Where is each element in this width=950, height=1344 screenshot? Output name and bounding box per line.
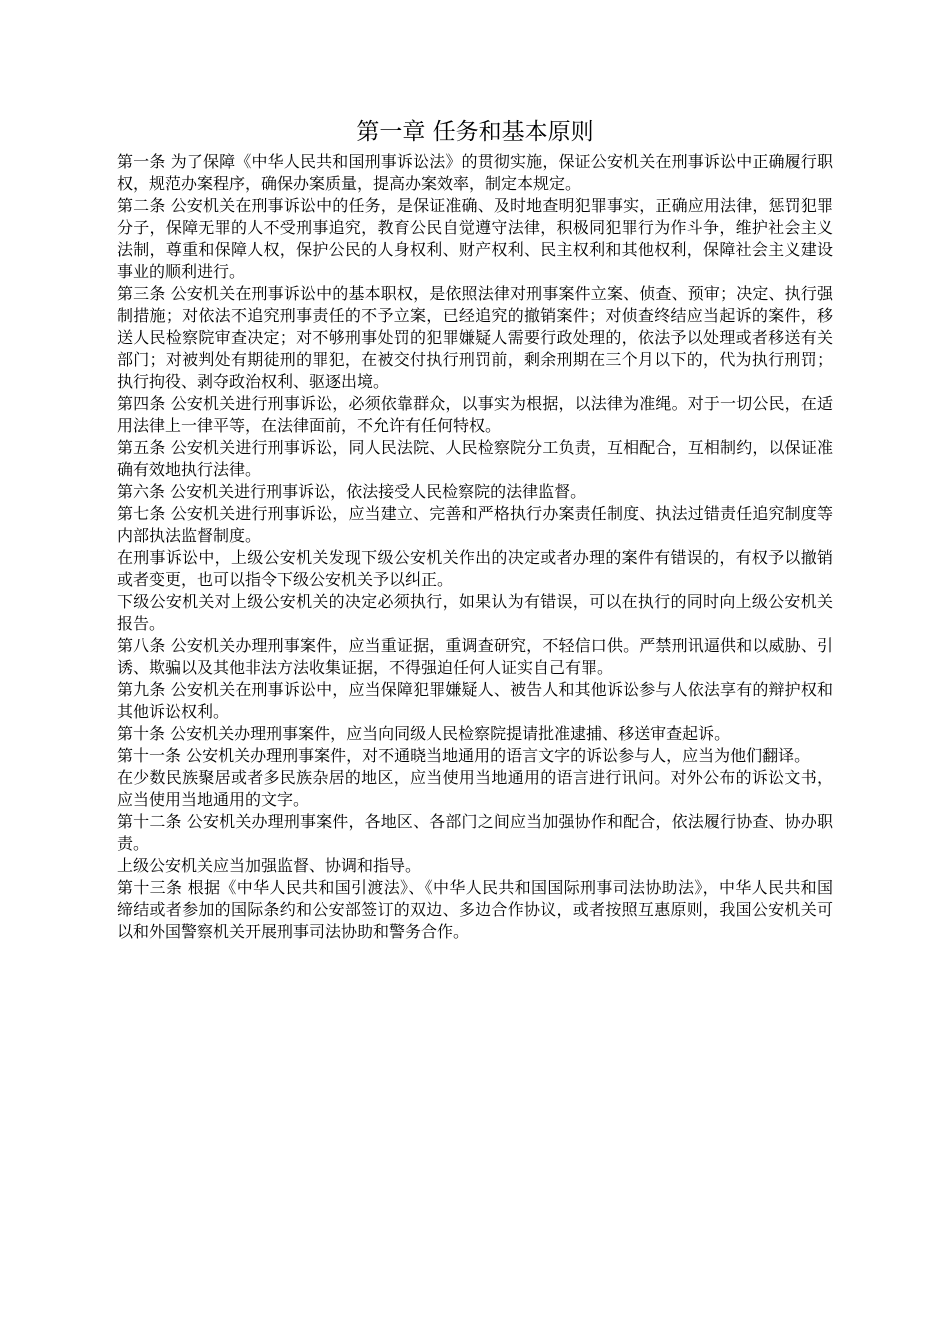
- article-7: 第七条 公安机关进行刑事诉讼，应当建立、完善和严格执行办案责任制度、执法过错责任追究制度等内部执法监督制度。: [117, 504, 833, 545]
- article-13: 第十三条 根据《中华人民共和国引渡法》、《中华人民共和国国际刑事司法协助法》，中华人民共和国缔结或者参加的国际条约和公安部签订的双边、多边合作协议，或者按照互惠原则，我国公安机关可以和外国警察机关开展刑事司法协助和警务合作。: [117, 878, 833, 941]
- article-4: 第四条 公安机关进行刑事诉讼，必须依靠群众，以事实为根据，以法律为准绳。对于一切公民，在适用法律上一律平等，在法律面前，不允许有任何特权。: [117, 394, 833, 435]
- article-7-paragraph-2: 在刑事诉讼中，上级公安机关发现下级公安机关作出的决定或者办理的案件有错误的，有权予以撤销或者变更，也可以指令下级公安机关予以纠正。: [117, 548, 833, 589]
- article-7-paragraph-3: 下级公安机关对上级公安机关的决定必须执行，如果认为有错误，可以在执行的同时向上级公安机关报告。: [117, 592, 833, 633]
- document-body: [117, 116, 833, 943]
- chapter-title: 第一章 任务和基本原则: [356, 119, 594, 145]
- article-11: 第十一条 公安机关办理刑事案件，对不通晓当地通用的语言文字的诉讼参与人，应当为他们翻译。: [117, 746, 811, 765]
- article-10: 第十条 公安机关办理刑事案件，应当向同级人民检察院提请批准逮捕、移送审查起诉。: [117, 724, 731, 743]
- article-12-paragraph-2: 上级公安机关应当加强监督、协调和指导。: [117, 856, 422, 875]
- article-12: 第十二条 公安机关办理刑事案件，各地区、各部门之间应当加强协作和配合，依法履行协查、协办职责。: [117, 812, 833, 853]
- article-11-paragraph-2: 在少数民族聚居或者多民族杂居的地区，应当使用当地通用的语言进行讯问。对外公布的诉讼文书，应当使用当地通用的文字。: [117, 768, 833, 809]
- article-2: 第二条 公安机关在刑事诉讼中的任务，是保证准确、及时地查明犯罪事实，正确应用法律，惩罚犯罪分子，保障无罪的人不受刑事追究，教育公民自觉遵守法律，积极同犯罪行为作斗争，维护社会主义法制，尊重和保障人权，保护公民的人身权利、财产权利、民主权利和其他权利，保障社会主义建设事业的顺利进行。: [117, 196, 833, 281]
- article-9: 第九条 公安机关在刑事诉讼中，应当保障犯罪嫌疑人、被告人和其他诉讼参与人依法享有的辩护权和其他诉讼权利。: [117, 680, 833, 721]
- article-3: 第三条 公安机关在刑事诉讼中的基本职权，是依照法律对刑事案件立案、侦查、预审；决定、执行强制措施；对依法不追究刑事责任的不予立案，已经追究的撤销案件；对侦查终结应当起诉的案件，移送人民检察院审查决定；对不够刑事处罚的犯罪嫌疑人需要行政处理的，依法予以处理或者移送有关部门；对被判处有期徒刑的罪犯，在被交付执行刑罚前，剩余刑期在三个月以下的，代为执行刑罚；执行拘役、剥夺政治权利、驱逐出境。: [117, 284, 833, 391]
- article-6: 第六条 公安机关进行刑事诉讼，依法接受人民检察院的法律监督。: [117, 482, 587, 501]
- article-1: 第一条 为了保障《中华人民共和国刑事诉讼法》的贯彻实施，保证公安机关在刑事诉讼中正确履行职权，规范办案程序，确保办案质量，提高办案效率，制定本规定。: [117, 152, 833, 193]
- article-8: 第八条 公安机关办理刑事案件，应当重证据，重调查研究，不轻信口供。严禁刑讯逼供和以威胁、引诱、欺骗以及其他非法方法收集证据，不得强迫任何人证实自己有罪。: [117, 636, 833, 677]
- article-5: 第五条 公安机关进行刑事诉讼，同人民法院、人民检察院分工负责，互相配合，互相制约，以保证准确有效地执行法律。: [117, 438, 833, 479]
